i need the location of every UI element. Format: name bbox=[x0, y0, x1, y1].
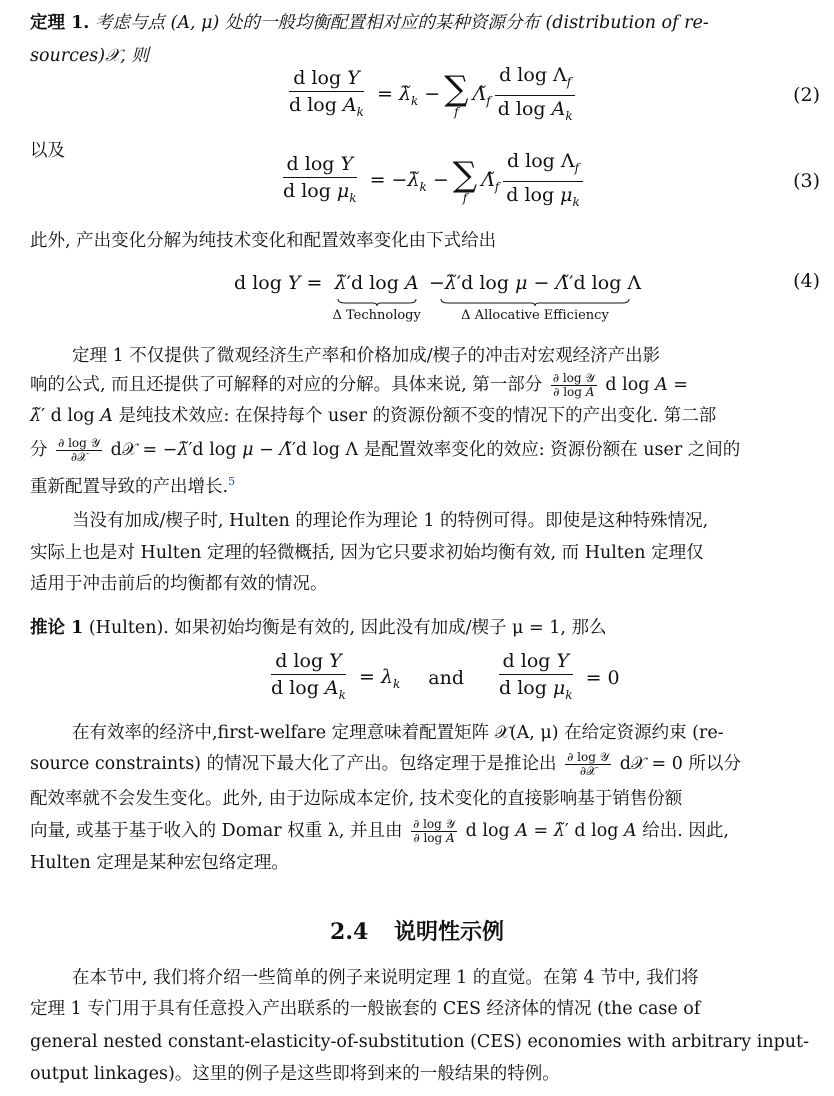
corollary-line bbox=[30, 615, 606, 641]
para2-line3: 适用于冲击前后的均衡都有效的情况。 bbox=[30, 574, 328, 594]
footnote-marker[interactable]: 5 bbox=[228, 475, 236, 488]
para3-line2: source constraints) 的情况下最大化了产出。包络定理于是推论出 $\frac{\text{∂ log 𝒴}}{\text{∂𝒳}}$ d𝒳 = 0 所以分 bbox=[30, 750, 741, 778]
section-heading bbox=[0, 915, 834, 946]
technology-brace: λ̃′d log A Δ Technology bbox=[332, 272, 421, 323]
corollary-name: (Hulten). bbox=[88, 618, 169, 638]
para3-line4: 向量, 或基于基于收入的 Domar 权重 λ, 并且由 $\frac{\text{∂ log 𝒴}}{\text{∂ log A}}$ d log A = λ̃′ d log A 给出. 因此, bbox=[30, 817, 729, 845]
theorem-text-en: (distribution of re- bbox=[545, 13, 709, 33]
technology-label: Δ Technology bbox=[332, 308, 421, 323]
para2-line2: 实际上也是对 Hulten 定理的轻微概括, 因为它只要求初始均衡有效, 而 Hulten 定理仅 bbox=[30, 543, 704, 563]
equation-3-number: (3) bbox=[793, 170, 820, 192]
para3-line5: Hulten 定理是某种宏包络定理。 bbox=[30, 853, 289, 873]
theorem-text-cn2: 则 bbox=[131, 46, 149, 66]
equation-3 bbox=[0, 148, 834, 228]
equation-4 bbox=[0, 268, 834, 348]
equation-4-number: (4) bbox=[793, 270, 820, 292]
para3-line3: 配效率就不会发生变化。此外, 由于边际成本定价, 技术变化的直接影响基于销售份额 bbox=[30, 789, 683, 809]
allocative-brace: −λ̃′d log μ − Λ̃′d log Λ Δ Allocative Efficiency bbox=[428, 272, 642, 323]
theorem-label: 定理 1. bbox=[30, 13, 90, 33]
allocative-label: Δ Allocative Efficiency bbox=[461, 308, 609, 323]
theorem-text: 考虑与点 (A, μ) 处的一般均衡配置相对应的某种资源分布 bbox=[94, 13, 540, 33]
equation-2 bbox=[0, 62, 834, 142]
para4-line3: general nested constant-elasticity-of-substitution (CES) economies with arbitrary input- bbox=[30, 1032, 810, 1052]
para1-line1: 定理 1 不仅提供了微观经济生产率和价格加成/楔子的冲击对宏观经济产出影 bbox=[72, 346, 661, 366]
para1-line4: 分 $\frac{\text{∂ log 𝒴}}{\text{∂𝒳}}$ d𝒳 = −λ̃′d log μ − Λ̃′d log Λ 是配置效率变化的效应: 资源份额在 user 之间的 bbox=[30, 436, 741, 464]
para4-line4: output linkages)。这里的例子是这些即将到来的一般结果的特例。 bbox=[30, 1064, 560, 1084]
equation-2-body: $\frac{\text{d log Y}}{d \log A_k}$ = $\lambdã_k$ − ∑ f $\Lambdã_f$ $\frac{d \log \Lambda_f}{d \log A_k}$ bbox=[282, 64, 580, 127]
para4-line1: 在本节中, 我们将介绍一些简单的例子来说明定理 1 的直觉。在第 4 节中, 我们将 bbox=[72, 968, 699, 988]
para4-line2: 定理 1 专门用于具有任意投入产出联系的一般嵌套的 CES 经济体的情况 (the case of bbox=[30, 999, 701, 1019]
equation-3-body: $\frac{\text{d log Y}}{d \log \mu_k}$ = $-\lambdã_k$ − ∑ f $\Lambdã_f$ $\frac{d \log \Lambda_f}{d \log \mu_k}$ bbox=[276, 150, 587, 213]
corollary-text: 如果初始均衡是有效的, 因此没有加成/楔子 μ = 1, 那么 bbox=[174, 618, 607, 638]
decomposition-intro: 此外, 产出变化分解为纯技术变化和配置效率变化由下式给出 bbox=[30, 231, 497, 251]
theorem-text-en2: sources)𝒳, bbox=[30, 46, 126, 66]
equation-2-number: (2) bbox=[793, 84, 820, 106]
para3-line1: 在有效率的经济中,first-welfare 定理意味着配置矩阵 𝒳(A, μ) 在给定资源约束 (re- bbox=[72, 723, 724, 743]
corollary-label: 推论 1 bbox=[30, 618, 84, 638]
and-text: 以及 bbox=[30, 141, 65, 161]
section-number: 2.4 bbox=[330, 919, 369, 945]
corollary-equation: $\frac{\text{d log Y}}{d \log A_k}$ = $\lambda_k$ and $\frac{\text{d log Y}}{d \log \mu_k}$ = 0 bbox=[271, 650, 620, 702]
theorem-statement-line1 bbox=[30, 10, 709, 36]
para1-line2: 响的公式, 而且还提供了可解释的对应的分解。具体来说, 第一部分 $\frac{\text{∂ log 𝒴}}{\text{∂ log A}}$ d log A = bbox=[30, 371, 688, 399]
para2-line1: 当没有加成/楔子时, Hulten 的理论作为理论 1 的特例可得。即使是这种特殊情况, bbox=[72, 511, 709, 531]
equation-4-body: d log Y = λ̃′d log A Δ Technology −λ̃′d log μ − Λ̃′d log Λ Δ Allocative Efficiency bbox=[234, 268, 645, 323]
section-title: 说明性示例 bbox=[393, 919, 504, 945]
para1-line3: λ̃′ d log A 是纯技术效应: 在保持每个 user 的资源份额不变的情况下的产出变化. 第二部 bbox=[30, 406, 717, 426]
para1-line5: 重新配置导致的产出增长.$^5$ bbox=[30, 475, 236, 497]
